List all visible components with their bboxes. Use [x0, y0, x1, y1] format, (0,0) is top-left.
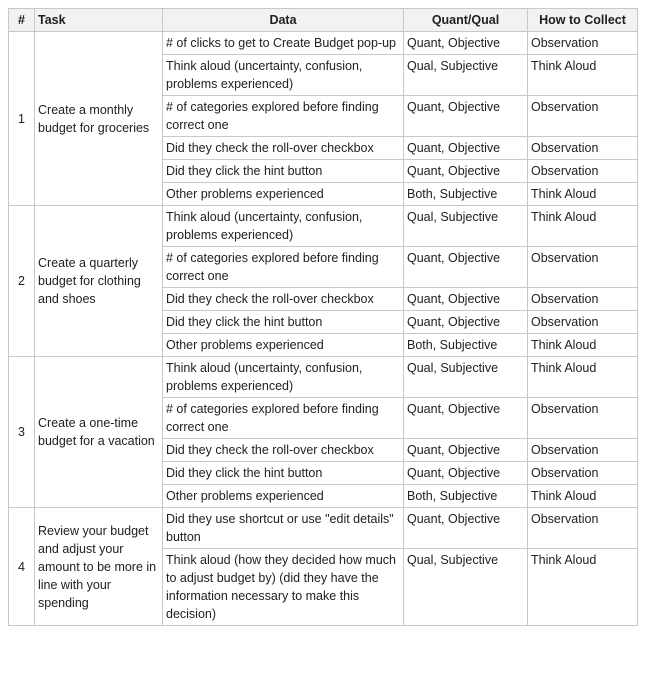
collect-cell: Observation — [528, 96, 638, 137]
quant-qual-cell: Quant, Objective — [404, 137, 528, 160]
collect-cell: Observation — [528, 439, 638, 462]
collect-cell: Think Aloud — [528, 549, 638, 626]
task-number: 2 — [9, 206, 35, 357]
quant-qual-cell: Both, Subjective — [404, 485, 528, 508]
header-row — [9, 9, 638, 32]
table-row — [9, 357, 638, 398]
quant-qual-cell: Both, Subjective — [404, 334, 528, 357]
table-row — [9, 32, 638, 55]
quant-qual-cell: Quant, Objective — [404, 439, 528, 462]
quant-qual-cell: Qual, Subjective — [404, 206, 528, 247]
task-description: Review your budget and adjust your amount to be more in line with your spending — [35, 508, 163, 626]
collect-cell: Observation — [528, 288, 638, 311]
data-cell: Think aloud (uncertainty, confusion, problems experienced) — [163, 206, 404, 247]
data-cell: Did they check the roll-over checkbox — [163, 137, 404, 160]
data-cell: Did they click the hint button — [163, 311, 404, 334]
quant-qual-cell: Quant, Objective — [404, 462, 528, 485]
data-cell: # of categories explored before finding correct one — [163, 398, 404, 439]
task-description: Create a monthly budget for groceries — [35, 32, 163, 206]
data-cell: # of clicks to get to Create Budget pop-up — [163, 32, 404, 55]
collect-cell: Think Aloud — [528, 206, 638, 247]
data-cell: # of categories explored before finding correct one — [163, 96, 404, 137]
quant-qual-cell: Qual, Subjective — [404, 357, 528, 398]
table-row — [9, 206, 638, 247]
collect-cell: Think Aloud — [528, 357, 638, 398]
data-cell: Did they click the hint button — [163, 160, 404, 183]
collect-cell: Think Aloud — [528, 183, 638, 206]
data-cell: Did they check the roll-over checkbox — [163, 439, 404, 462]
quant-qual-cell: Both, Subjective — [404, 183, 528, 206]
collect-cell: Observation — [528, 160, 638, 183]
header-task: Task — [35, 9, 163, 32]
quant-qual-cell: Quant, Objective — [404, 32, 528, 55]
collect-cell: Observation — [528, 247, 638, 288]
task-number: 4 — [9, 508, 35, 626]
data-cell: Did they click the hint button — [163, 462, 404, 485]
quant-qual-cell: Quant, Objective — [404, 398, 528, 439]
collect-cell: Think Aloud — [528, 485, 638, 508]
quant-qual-cell: Quant, Objective — [404, 508, 528, 549]
task-description: Create a one-time budget for a vacation — [35, 357, 163, 508]
task-number: 1 — [9, 32, 35, 206]
collect-cell: Observation — [528, 462, 638, 485]
data-cell: Did they use shortcut or use "edit details" button — [163, 508, 404, 549]
data-cell: Think aloud (how they decided how much to adjust budget by) (did they have the information necessary to make this decision) — [163, 549, 404, 626]
data-cell: # of categories explored before finding correct one — [163, 247, 404, 288]
data-cell: Other problems experienced — [163, 183, 404, 206]
collect-cell: Think Aloud — [528, 55, 638, 96]
header-data: Data — [163, 9, 404, 32]
quant-qual-cell: Qual, Subjective — [404, 549, 528, 626]
header-how-to-collect: How to Collect — [528, 9, 638, 32]
header-num: # — [9, 9, 35, 32]
header-quant-qual: Quant/Qual — [404, 9, 528, 32]
study-plan-table — [8, 8, 638, 626]
quant-qual-cell: Quant, Objective — [404, 247, 528, 288]
quant-qual-cell: Quant, Objective — [404, 288, 528, 311]
data-cell: Think aloud (uncertainty, confusion, problems experienced) — [163, 55, 404, 96]
table-row — [9, 508, 638, 549]
quant-qual-cell: Quant, Objective — [404, 311, 528, 334]
quant-qual-cell: Quant, Objective — [404, 96, 528, 137]
task-description: Create a quarterly budget for clothing and shoes — [35, 206, 163, 357]
data-cell: Other problems experienced — [163, 485, 404, 508]
quant-qual-cell: Qual, Subjective — [404, 55, 528, 96]
collect-cell: Observation — [528, 398, 638, 439]
data-cell: Think aloud (uncertainty, confusion, problems experienced) — [163, 357, 404, 398]
data-cell: Did they check the roll-over checkbox — [163, 288, 404, 311]
data-cell: Other problems experienced — [163, 334, 404, 357]
quant-qual-cell: Quant, Objective — [404, 160, 528, 183]
collect-cell: Observation — [528, 311, 638, 334]
collect-cell: Observation — [528, 32, 638, 55]
collect-cell: Observation — [528, 137, 638, 160]
collect-cell: Observation — [528, 508, 638, 549]
task-number: 3 — [9, 357, 35, 508]
collect-cell: Think Aloud — [528, 334, 638, 357]
